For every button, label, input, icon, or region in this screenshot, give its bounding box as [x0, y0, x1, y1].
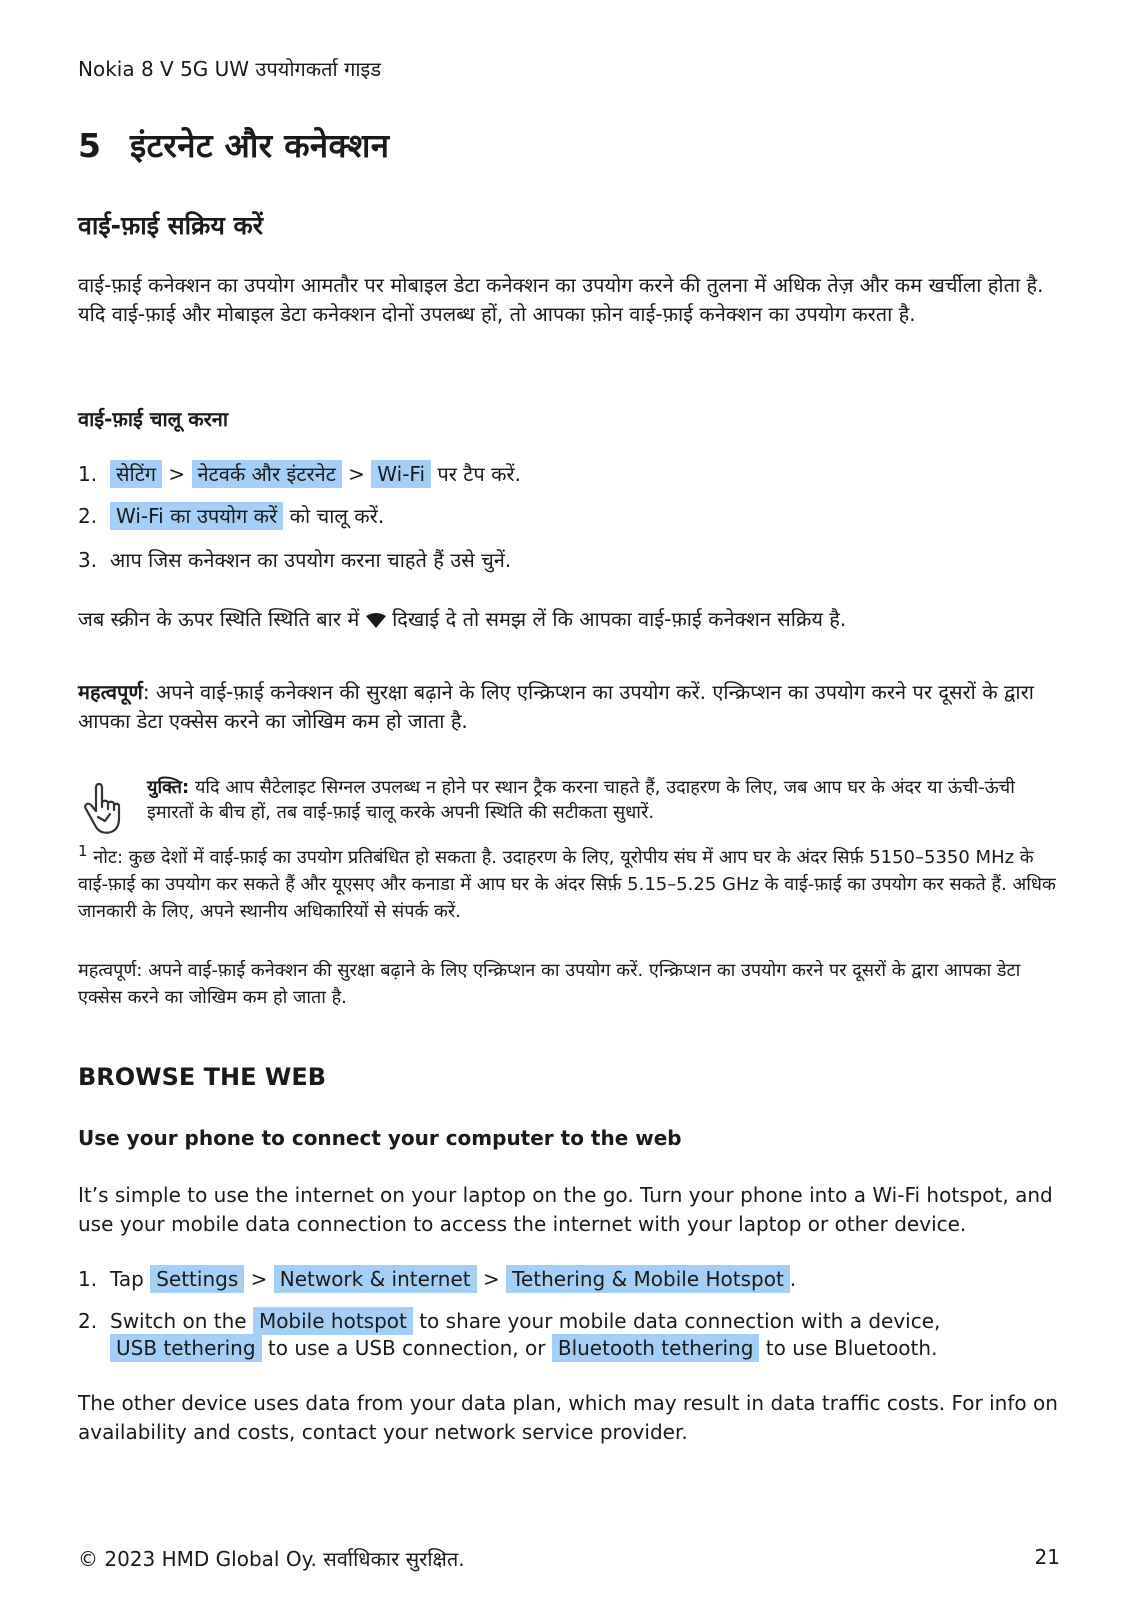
wifi-status-paragraph: [78, 605, 1058, 634]
chapter-number: 5: [78, 126, 102, 165]
separator: >: [168, 462, 186, 486]
important-paragraph: [78, 678, 1058, 736]
footer-copyright: © 2023 HMD Global Oy. सर्वाधिकार सुरक्षित.: [78, 1547, 465, 1571]
step-suffix: to use Bluetooth.: [765, 1336, 938, 1360]
note-paragraph: [78, 838, 1058, 925]
tip-label: युक्ति:: [147, 777, 190, 798]
usb-tethering-link[interactable]: USB tethering: [110, 1334, 262, 1362]
tip-body: यदि आप सैटेलाइट सिग्नल उपलब्ध न होने पर स्थान ट्रैक करना चाहते हैं, उदाहरण के लिए, जब आप घर के अंदर या ऊंची-ऊंची इमारतों के बीच हों, तब वाई-फ़ाई चालू करके अपनी स्थिति की सटीकता सुधारें.: [147, 777, 1015, 823]
step-text: to share your mobile data connection with a device,: [419, 1309, 941, 1333]
step-number: 3.: [78, 548, 98, 572]
page-header: Nokia 8 V 5G UW उपयोगकर्ता गाइड: [78, 57, 382, 81]
step-number: 1.: [78, 462, 98, 486]
list-item: [78, 1265, 1078, 1293]
step-suffix: को चालू करें.: [289, 504, 385, 528]
step-text: आप जिस कनेक्शन का उपयोग करना चाहते हैं उसे चुनें.: [110, 548, 512, 572]
wifi-section-heading: वाई-फ़ाई सक्रिय करें: [78, 211, 263, 240]
mobile-hotspot-link[interactable]: Mobile hotspot: [253, 1307, 413, 1335]
wifi-steps-list: [78, 460, 1078, 574]
bluetooth-tethering-link[interactable]: Bluetooth tethering: [552, 1334, 760, 1362]
list-item: [78, 502, 1078, 530]
step-prefix: Tap: [110, 1267, 144, 1291]
status-text-before: जब स्क्रीन के ऊपर स्थिति स्थिति बार में: [78, 607, 360, 631]
web-steps-list: [78, 1265, 1078, 1362]
note-text: नोट: कुछ देशों में वाई-फ़ाई का उपयोग प्रतिबंधित हो सकता है. उदाहरण के लिए, यूरोपीय संघ में आप घर के अंदर सिर्फ़ 5150–5350 MHz के वाई-फ़ाई का उपयोग कर सकते हैं और यूएसए और कनाडा में आप घर के अंदर सिर्फ़ 5.15–5.25 GHz के वाई-फ़ाई का उपयोग कर सकते हैं. अधिक जानकारी के लिए, अपने स्थानीय अधिकारियों से संपर्क करें.: [78, 847, 1056, 922]
network-internet-link[interactable]: Network & internet: [274, 1265, 477, 1293]
separator: >: [250, 1267, 268, 1291]
chapter-title: [78, 122, 389, 167]
page-number: 21: [1034, 1545, 1060, 1569]
settings-link[interactable]: सेटिंग: [110, 460, 162, 488]
list-item: [78, 546, 1078, 574]
step-prefix: Switch on the: [110, 1309, 247, 1333]
chapter-title-text: इंटरनेट और कनेक्शन: [130, 126, 390, 165]
step-number: 2.: [78, 1309, 98, 1333]
wifi-subheading: वाई-फ़ाई चालू करना: [78, 407, 229, 431]
use-wifi-toggle-link[interactable]: Wi-Fi का उपयोग करें: [110, 502, 283, 530]
wifi-icon: [366, 613, 386, 629]
separator: >: [348, 462, 365, 486]
important-repeat-paragraph: महत्वपूर्ण: अपने वाई-फ़ाई कनेक्शन की सुरक्षा बढ़ाने के लिए एन्क्रिप्शन का उपयोग करें. एन्क्रिप्शन का उपयोग करने पर दूसरों के द्वारा आपका डेटा एक्सेस करने का जोखिम कम हो जाता है.: [78, 960, 1021, 1008]
wifi-link[interactable]: Wi-Fi: [371, 460, 431, 488]
step-number: 2.: [78, 504, 98, 528]
step-suffix: .: [789, 1267, 797, 1291]
note-superscript: 1: [78, 842, 88, 860]
step-text: to use a USB connection, or: [267, 1336, 546, 1360]
step-number: 1.: [78, 1267, 98, 1291]
browse-web-heading: BROWSE THE WEB: [78, 1063, 327, 1091]
list-item: [78, 1308, 1078, 1362]
network-internet-link[interactable]: नेटवर्क और इंटरनेट: [192, 460, 342, 488]
important-text: : अपने वाई-फ़ाई कनेक्शन की सुरक्षा बढ़ाने के लिए एन्क्रिप्शन का उपयोग करें. एन्क्रिप्शन का उपयोग करने पर दूसरों के द्वारा आपका डेटा एक्सेस करने का जोखिम कम हो जाता है.: [78, 680, 1034, 733]
important-label: महत्वपूर्ण: [78, 680, 143, 704]
web-outro-paragraph: The other device uses data from your data plan, which may result in data traffic costs. For info on availability and costs, contact your network service provider.: [78, 1391, 1058, 1444]
status-text-after: दिखाई दे तो समझ लें कि आपका वाई-फ़ाई कनेक्शन सक्रिय है.: [392, 607, 847, 631]
list-item: [78, 460, 1078, 488]
wifi-intro-paragraph: वाई-फ़ाई कनेक्शन का उपयोग आमतौर पर मोबाइल डेटा कनेक्शन का उपयोग करने की तुलना में अधिक तेज़ और कम खर्चीला होता है. यदि वाई-फ़ाई और मोबाइल डेटा कनेक्शन दोनों उपलब्ध हों, तो आपका फ़ोन वाई-फ़ाई कनेक्शन का उपयोग करता है.: [78, 273, 1044, 326]
web-subheading: Use your phone to connect your computer to the web: [78, 1126, 682, 1150]
web-intro-paragraph: It’s simple to use the internet on your laptop on the go. Turn your phone into a Wi-Fi hotspot, and use your mobile data connection to access the internet with your laptop or other device.: [78, 1183, 1053, 1236]
hand-pointing-icon: [78, 781, 122, 837]
settings-link[interactable]: Settings: [150, 1265, 244, 1293]
separator: >: [482, 1267, 500, 1291]
tethering-hotspot-link[interactable]: Tethering & Mobile Hotspot: [506, 1265, 790, 1293]
tip-text: [147, 775, 1027, 825]
step-suffix: पर टैप करें.: [437, 462, 521, 486]
